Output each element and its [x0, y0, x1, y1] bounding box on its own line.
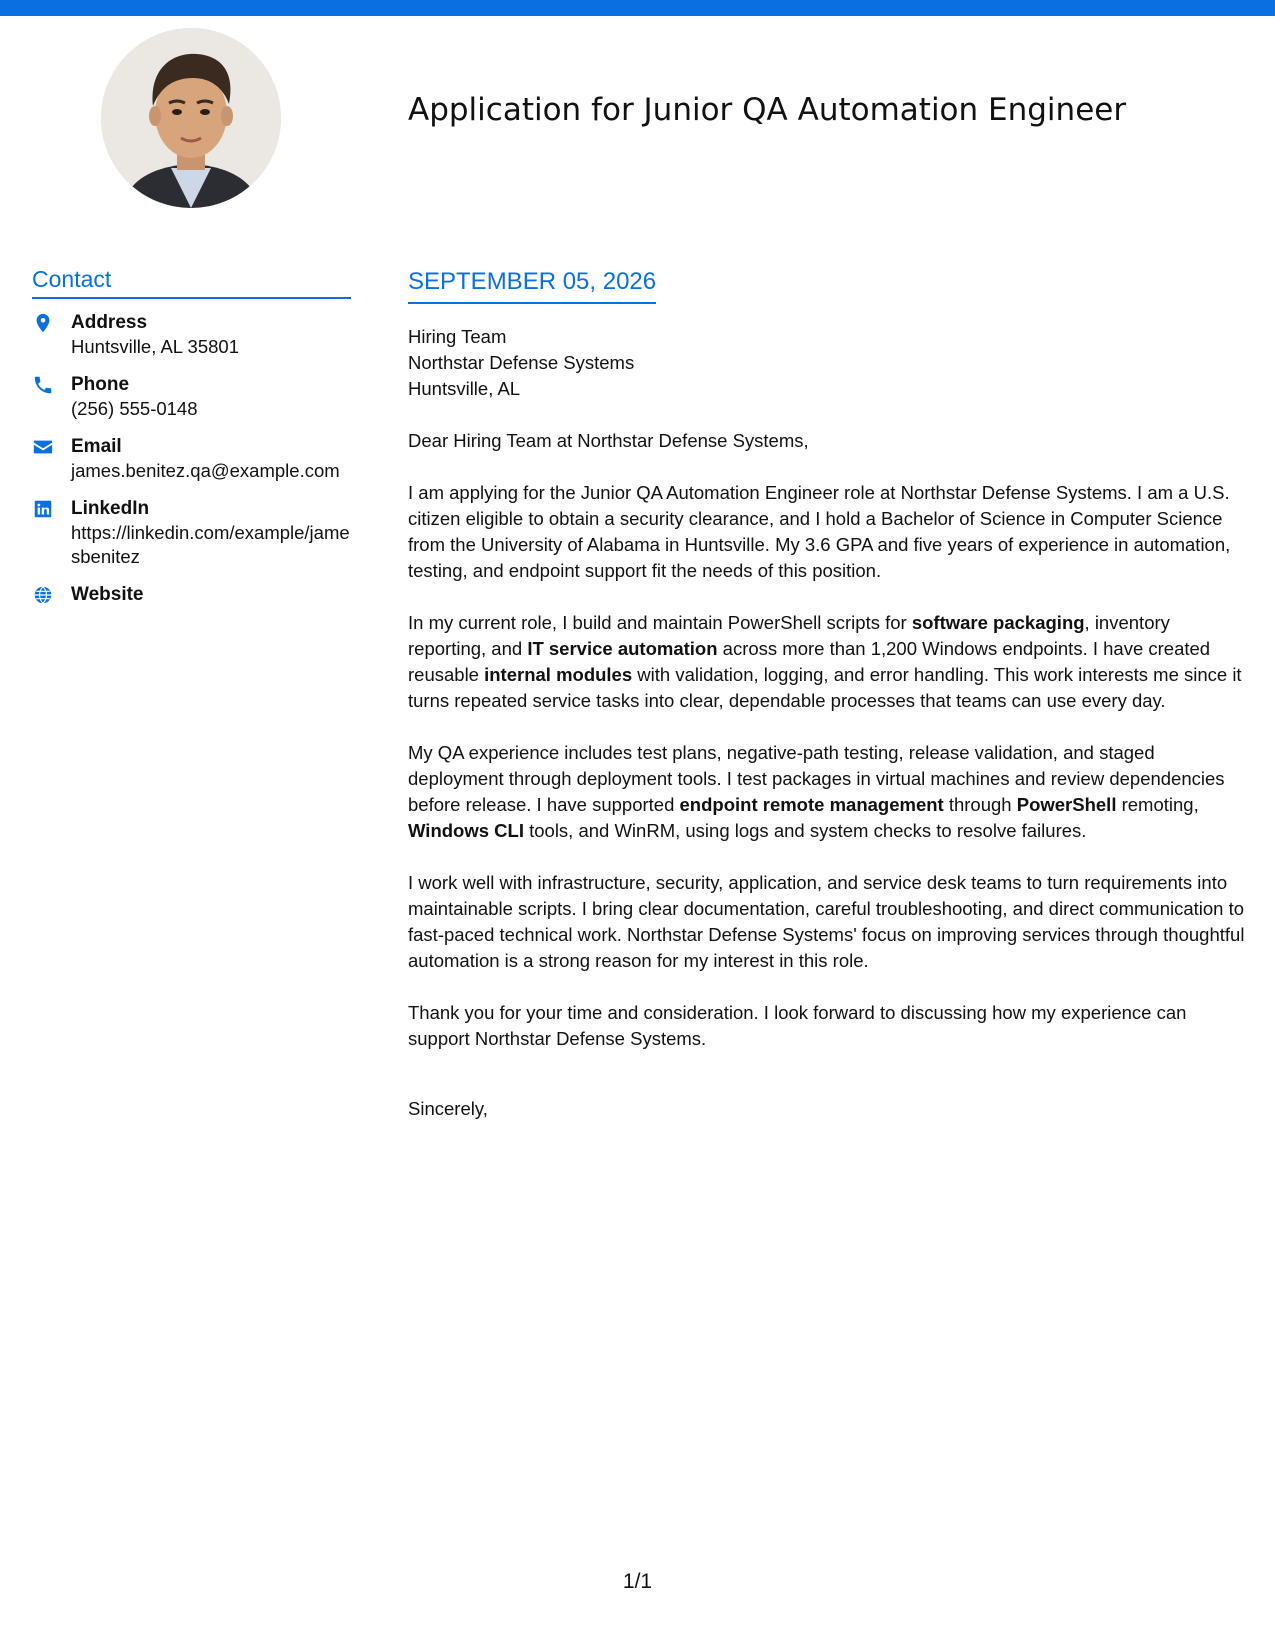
globe-icon: [32, 584, 54, 606]
phone-icon: [32, 374, 54, 396]
contact-label: Address: [71, 312, 148, 333]
letter-date: SEPTEMBER 05, 2026: [408, 268, 656, 304]
phone-value: (256) 555-0148: [71, 398, 198, 419]
page-title: Application for Junior QA Automation Engineer: [408, 92, 1127, 128]
contact-phone: [32, 373, 351, 421]
letter-body: [408, 268, 1253, 1122]
contact-label: Phone: [71, 374, 130, 395]
paragraph-5: Thank you for your time and consideration. I look forward to discussing how my experience can support Northstar Defense Systems.: [408, 1002, 1187, 1049]
paragraph-3: My QA experience includes test plans, negative-path testing, release validation, and staged deployment through deployment tools. I test packages in virtual machines and review dependencies before release. I have supported endpoint remote management through PowerShell remoting, Windows CLI tools, and WinRM, using logs and system checks to resolve failures.: [408, 742, 1225, 841]
paragraph-2: In my current role, I build and maintain PowerShell scripts for software packaging, inventory reporting, and IT service automation across more than 1,200 Windows endpoints. I have created reusable internal modules with validation, logging, and error handling. This work interests me since it turns repeated service tasks into clear, dependable processes that teams can use every day.: [408, 612, 1242, 711]
email-link[interactable]: james.benitez.qa@example.com: [71, 460, 340, 481]
portrait-illustration: [101, 28, 281, 208]
recipient-line: Northstar Defense Systems: [408, 352, 635, 373]
address-value: Huntsville, AL 35801: [71, 336, 239, 357]
website-link[interactable]: Website: [71, 584, 144, 605]
contact-label: LinkedIn: [71, 498, 150, 519]
paragraph-4: I work well with infrastructure, security, application, and service desk teams to turn requirements into maintainable scripts. I bring clear documentation, careful troubleshooting, and direct communication to fast-paced technical work. Northstar Defense Systems' focus on improving services through thoughtful automation is a strong reason for my interest in this role.: [408, 872, 1245, 971]
recipient-block: [408, 324, 1253, 402]
contact-linkedin: [32, 497, 351, 569]
emphasis: software packaging: [911, 612, 1085, 633]
map-pin-icon: [32, 312, 54, 334]
contact-heading: Contact: [32, 266, 351, 299]
paragraph-1: I am applying for the Junior QA Automation Engineer role at Northstar Defense Systems. I am a U.S. citizen eligible to obtain a security clearance, and I hold a Bachelor of Science in Computer Science from the University of Alabama in Huntsville. My 3.6 GPA and five years of experience in automation, testing, and endpoint support fit the needs of this position.: [408, 482, 1231, 581]
top-accent-bar: [0, 0, 1275, 16]
contact-label: Email: [71, 436, 122, 457]
closing: Sincerely,: [408, 1098, 488, 1119]
profile-photo: [101, 28, 281, 208]
emphasis: PowerShell: [1016, 794, 1117, 815]
envelope-icon: [32, 436, 54, 458]
emphasis: endpoint remote management: [679, 794, 944, 815]
recipient-line: Hiring Team: [408, 326, 507, 347]
page-number: 1/1: [622, 1570, 653, 1593]
recipient-line: Huntsville, AL: [408, 378, 521, 399]
linkedin-icon: [32, 498, 54, 520]
contact-website: [32, 583, 351, 607]
emphasis: IT service automation: [527, 638, 718, 659]
contact-email: [32, 435, 351, 483]
emphasis: Windows CLI: [408, 820, 524, 841]
contact-address: [32, 311, 351, 359]
emphasis: internal modules: [484, 664, 633, 685]
salutation: Dear Hiring Team at Northstar Defense Systems,: [408, 430, 809, 451]
linkedin-link[interactable]: https://linkedin.com/example/jamesbenitez: [71, 522, 350, 567]
contact-sidebar: [32, 266, 351, 621]
